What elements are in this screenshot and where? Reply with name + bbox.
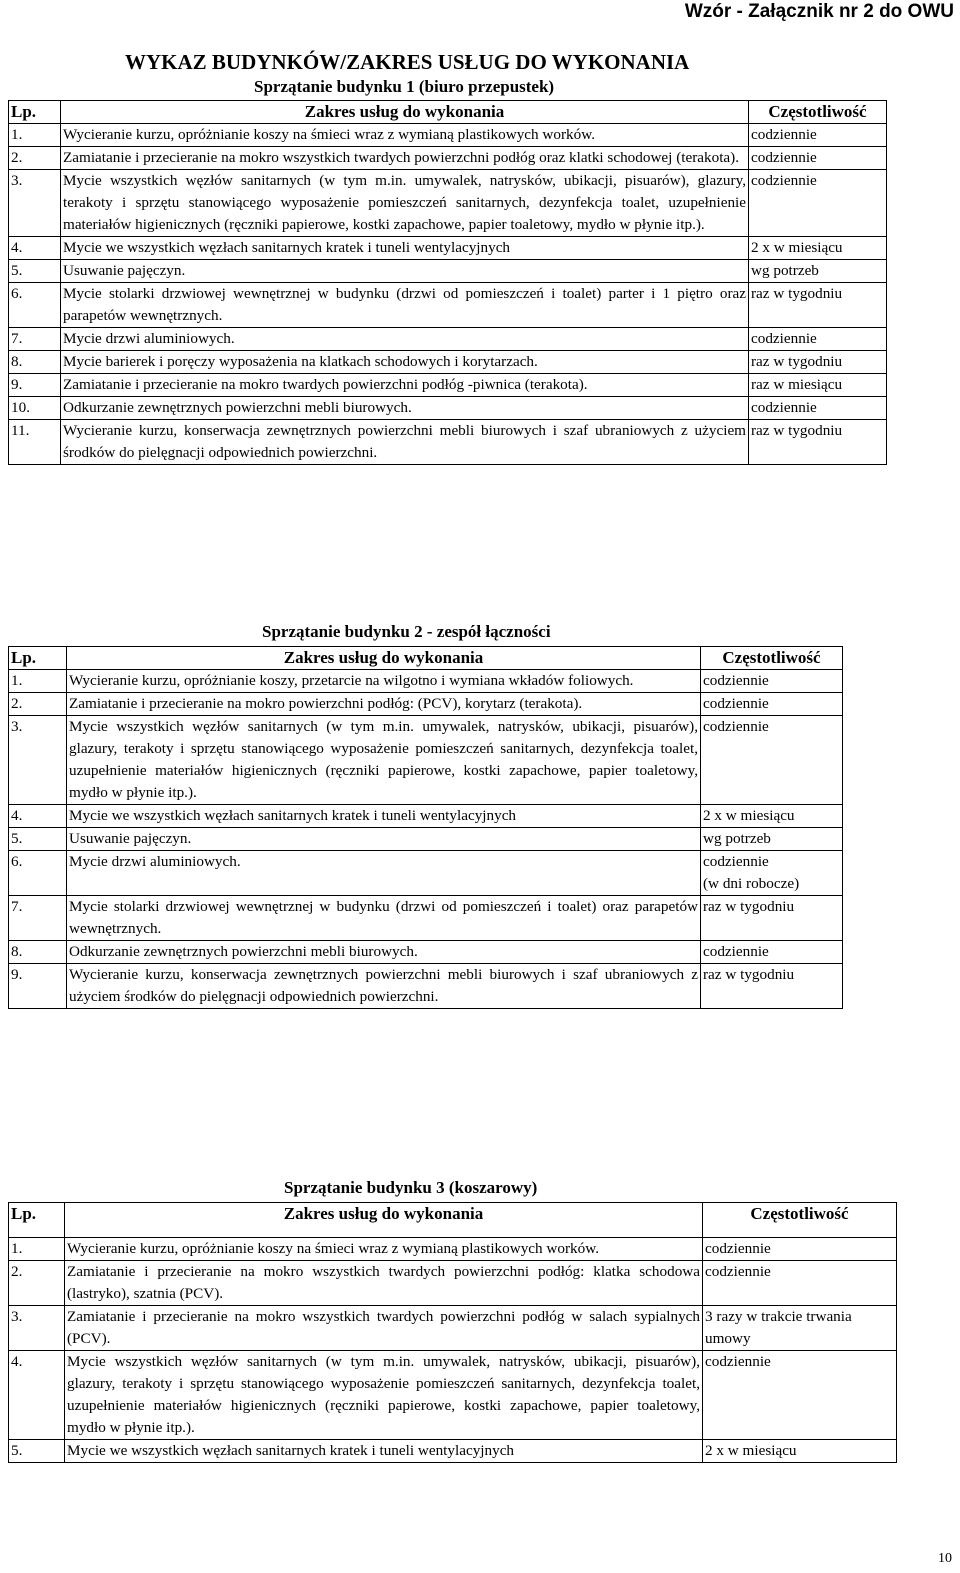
row-number: 4. xyxy=(9,805,67,828)
service-frequency xyxy=(703,1306,897,1351)
service-scope: Wycieranie kurzu, opróżnianie koszy na śmieci wraz z wymianą plastikowych worków. xyxy=(61,124,749,147)
service-scope: Mycie stolarki drzwiowej wewnętrznej w budynku (drzwi od pomieszczeń i toalet) parter i 1 piętro oraz parapetów wewnętrznych. xyxy=(61,283,749,328)
row-number: 3. xyxy=(9,170,61,237)
table-row xyxy=(9,1238,897,1261)
row-number: 4. xyxy=(9,237,61,260)
row-number: 4. xyxy=(9,1351,65,1440)
table-row xyxy=(9,1261,897,1306)
column-header-scope: Zakres usług do wykonania xyxy=(67,647,701,670)
table-row xyxy=(9,670,843,693)
service-scope: Mycie wszystkich węzłów sanitarnych (w tym m.in. umywalek, natrysków, ubikacji, pisuarów), glazury, terakoty i sprzętu stanowiącego wyposażenie pomieszczeń sanitarnych, dezynfekcja toalet, uzupełnienie materiałów higienicznych (ręczniki papierowe, kostki zapachowe, papier toaletowy, mydło w płynie itp.). xyxy=(65,1351,703,1440)
service-frequency xyxy=(749,283,887,328)
row-number: 9. xyxy=(9,964,67,1009)
frequency-note: (w dni robocze) xyxy=(703,875,800,892)
frequency-value: 2 x w miesiącu xyxy=(705,1442,797,1459)
frequency-value: codziennie xyxy=(751,172,817,189)
table-row xyxy=(9,237,887,260)
service-scope: Mycie we wszystkich węzłach sanitarnych kratek i tuneli wentylacyjnych xyxy=(65,1440,703,1463)
service-frequency xyxy=(701,941,843,964)
service-scope: Zamiatanie i przecieranie na mokro wszystkich twardych powierzchni podłóg oraz klatki schodowej (terakota). xyxy=(61,147,749,170)
table-header-row xyxy=(9,1203,897,1238)
row-number: 9. xyxy=(9,374,61,397)
frequency-value: codziennie xyxy=(751,126,817,143)
section-3-rows xyxy=(9,1238,897,1463)
table-row xyxy=(9,1306,897,1351)
row-number: 5. xyxy=(9,828,67,851)
row-number: 2. xyxy=(9,693,67,716)
frequency-value: codziennie xyxy=(751,330,817,347)
service-scope: Odkurzanie zewnętrznych powierzchni mebli biurowych. xyxy=(67,941,701,964)
table-row xyxy=(9,716,843,805)
section-2-table xyxy=(8,646,843,1009)
frequency-value: raz w miesiącu xyxy=(751,376,843,393)
row-number: 2. xyxy=(9,1261,65,1306)
service-frequency xyxy=(749,237,887,260)
service-scope: Odkurzanie zewnętrznych powierzchni mebli biurowych. xyxy=(61,397,749,420)
service-scope: Mycie drzwi aluminiowych. xyxy=(67,851,701,896)
service-frequency xyxy=(749,351,887,374)
service-scope: Mycie we wszystkich węzłach sanitarnych kratek i tuneli wentylacyjnych xyxy=(61,237,749,260)
service-scope: Zamiatanie i przecieranie na mokro wszystkich twardych powierzchni podłóg w salach sypialnych (PCV). xyxy=(65,1306,703,1351)
table-row xyxy=(9,170,887,237)
section-2-title: Sprzątanie budynku 2 - zespół łączności xyxy=(262,622,551,641)
row-number: 5. xyxy=(9,1440,65,1463)
table-header-row xyxy=(9,101,887,124)
column-header-lp: Lp. xyxy=(9,101,61,124)
service-scope: Mycie we wszystkich węzłach sanitarnych kratek i tuneli wentylacyjnych xyxy=(67,805,701,828)
service-frequency xyxy=(701,670,843,693)
frequency-value: codziennie xyxy=(705,1353,771,1370)
frequency-value: 3 razy w trakcie trwania umowy xyxy=(705,1308,852,1347)
table-row xyxy=(9,964,843,1009)
row-number: 7. xyxy=(9,896,67,941)
service-scope: Mycie wszystkich węzłów sanitarnych (w tym m.in. umywalek, natrysków, ubikacji, pisuarów), glazury, terakoty i sprzętu stanowiącego wyposażenie pomieszczeń sanitarnych, dezynfekcja toalet, uzupełnienie materiałów higienicznych (ręczniki papierowe, kostki zapachowe, papier toaletowy, mydło w płynie itp.). xyxy=(61,170,749,237)
attachment-note: Wzór - Załącznik nr 2 do OWU xyxy=(684,1,954,22)
frequency-value: codziennie xyxy=(705,1240,771,1257)
service-frequency xyxy=(749,397,887,420)
column-header-lp: Lp. xyxy=(9,647,67,670)
table-row xyxy=(9,693,843,716)
service-frequency xyxy=(701,896,843,941)
column-header-frequency: Częstotliwość xyxy=(701,647,843,670)
table-row xyxy=(9,896,843,941)
service-frequency xyxy=(749,170,887,237)
service-scope: Zamiatanie i przecieranie na mokro twardych powierzchni podłóg -piwnica (terakota). xyxy=(61,374,749,397)
row-number: 1. xyxy=(9,1238,65,1261)
frequency-value: codziennie xyxy=(703,672,769,689)
table-row xyxy=(9,351,887,374)
row-number: 11. xyxy=(9,420,61,465)
service-frequency xyxy=(701,693,843,716)
frequency-value: raz w tygodniu xyxy=(703,966,795,983)
service-frequency xyxy=(749,147,887,170)
service-frequency xyxy=(749,328,887,351)
service-scope: Mycie wszystkich węzłów sanitarnych (w tym m.in. umywalek, natrysków, ubikacji, pisuarów), glazury, terakoty i sprzętu stanowiącego wyposażenie pomieszczeń sanitarnych, dezynfekcja toalet, uzupełnienie materiałów higienicznych (ręczniki papierowe, kostki zapachowe, papier toaletowy, mydło w płynie itp.). xyxy=(67,716,701,805)
frequency-value: codziennie xyxy=(751,149,817,166)
service-scope: Usuwanie pajęczyn. xyxy=(67,828,701,851)
column-header-frequency: Częstotliwość xyxy=(749,101,887,124)
frequency-value: raz w tygodniu xyxy=(751,353,843,370)
page-number: 10 xyxy=(938,1551,952,1566)
service-frequency xyxy=(701,828,843,851)
table-row xyxy=(9,124,887,147)
service-scope: Mycie drzwi aluminiowych. xyxy=(61,328,749,351)
row-number: 3. xyxy=(9,1306,65,1351)
column-header-frequency: Częstotliwość xyxy=(703,1203,897,1238)
service-frequency xyxy=(701,964,843,1009)
service-scope: Zamiatanie i przecieranie na mokro powierzchni podłóg: (PCV), korytarz (terakota). xyxy=(67,693,701,716)
table-row xyxy=(9,328,887,351)
row-number: 1. xyxy=(9,124,61,147)
column-header-scope: Zakres usług do wykonania xyxy=(61,101,749,124)
service-scope: Wycieranie kurzu, opróżnianie koszy, przetarcie na wilgotno i wymiana wkładów foliowych. xyxy=(67,670,701,693)
service-scope: Wycieranie kurzu, opróżnianie koszy na śmieci wraz z wymianą plastikowych worków. xyxy=(65,1238,703,1261)
table-row xyxy=(9,1440,897,1463)
service-frequency xyxy=(701,851,843,896)
service-frequency xyxy=(749,124,887,147)
service-frequency xyxy=(701,716,843,805)
table-row xyxy=(9,374,887,397)
frequency-value: codziennie xyxy=(703,853,769,870)
table-row xyxy=(9,420,887,465)
service-frequency xyxy=(703,1238,897,1261)
document-title: WYKAZ BUDYNKÓW/ZAKRES USŁUG DO WYKONANIA xyxy=(125,50,690,74)
section-1-title: Sprzątanie budynku 1 (biuro przepustek) xyxy=(254,77,555,96)
row-number: 6. xyxy=(9,851,67,896)
table-header-row xyxy=(9,647,843,670)
frequency-value: codziennie xyxy=(703,695,769,712)
service-scope: Zamiatanie i przecieranie na mokro wszystkich twardych powierzchni podłóg: klatka schodowa (lastryko), szatnia (PCV). xyxy=(65,1261,703,1306)
row-number: 10. xyxy=(9,397,61,420)
service-frequency xyxy=(703,1440,897,1463)
service-frequency xyxy=(703,1351,897,1440)
table-row xyxy=(9,283,887,328)
table-row xyxy=(9,851,843,896)
row-number: 3. xyxy=(9,716,67,805)
service-scope: Mycie stolarki drzwiowej wewnętrznej w budynku (drzwi od pomieszczeń i toalet) oraz parapetów wewnętrznych. xyxy=(67,896,701,941)
frequency-value: 2 x w miesiącu xyxy=(751,239,843,256)
frequency-value: codziennie xyxy=(703,943,769,960)
row-number: 6. xyxy=(9,283,61,328)
frequency-value: wg potrzeb xyxy=(703,830,771,847)
table-row xyxy=(9,397,887,420)
column-header-lp: Lp. xyxy=(9,1203,65,1238)
frequency-value: wg potrzeb xyxy=(751,262,819,279)
table-row xyxy=(9,805,843,828)
table-row xyxy=(9,147,887,170)
row-number: 7. xyxy=(9,328,61,351)
row-number: 1. xyxy=(9,670,67,693)
frequency-value: raz w tygodniu xyxy=(751,422,843,439)
service-scope: Wycieranie kurzu, konserwacja zewnętrznych powierzchni mebli biurowych i szaf ubraniowych z użyciem środków do pielęgnacji odpowiednich powierzchni. xyxy=(61,420,749,465)
section-2-rows xyxy=(9,670,843,1009)
service-scope: Usuwanie pajęczyn. xyxy=(61,260,749,283)
section-3-table xyxy=(8,1202,897,1463)
frequency-value: codziennie xyxy=(705,1263,771,1280)
service-scope: Wycieranie kurzu, konserwacja zewnętrznych powierzchni mebli biurowych i szaf ubraniowych z użyciem środków do pielęgnacji odpowiednich powierzchni. xyxy=(67,964,701,1009)
section-1-table xyxy=(8,100,887,465)
table-row xyxy=(9,260,887,283)
row-number: 8. xyxy=(9,351,61,374)
service-frequency xyxy=(749,374,887,397)
service-frequency xyxy=(703,1261,897,1306)
row-number: 2. xyxy=(9,147,61,170)
section-3-title: Sprzątanie budynku 3 (koszarowy) xyxy=(284,1178,538,1197)
table-row xyxy=(9,941,843,964)
service-frequency xyxy=(701,805,843,828)
column-header-scope: Zakres usług do wykonania xyxy=(65,1203,703,1238)
frequency-value: raz w tygodniu xyxy=(703,898,795,915)
frequency-value: codziennie xyxy=(703,718,769,735)
frequency-value: raz w tygodniu xyxy=(751,285,843,302)
table-row xyxy=(9,828,843,851)
service-frequency xyxy=(749,260,887,283)
frequency-value: codziennie xyxy=(751,399,817,416)
section-1-rows xyxy=(9,124,887,465)
frequency-value: 2 x w miesiącu xyxy=(703,807,795,824)
row-number: 8. xyxy=(9,941,67,964)
service-frequency xyxy=(749,420,887,465)
row-number: 5. xyxy=(9,260,61,283)
service-scope: Mycie barierek i poręczy wyposażenia na klatkach schodowych i korytarzach. xyxy=(61,351,749,374)
table-row xyxy=(9,1351,897,1440)
